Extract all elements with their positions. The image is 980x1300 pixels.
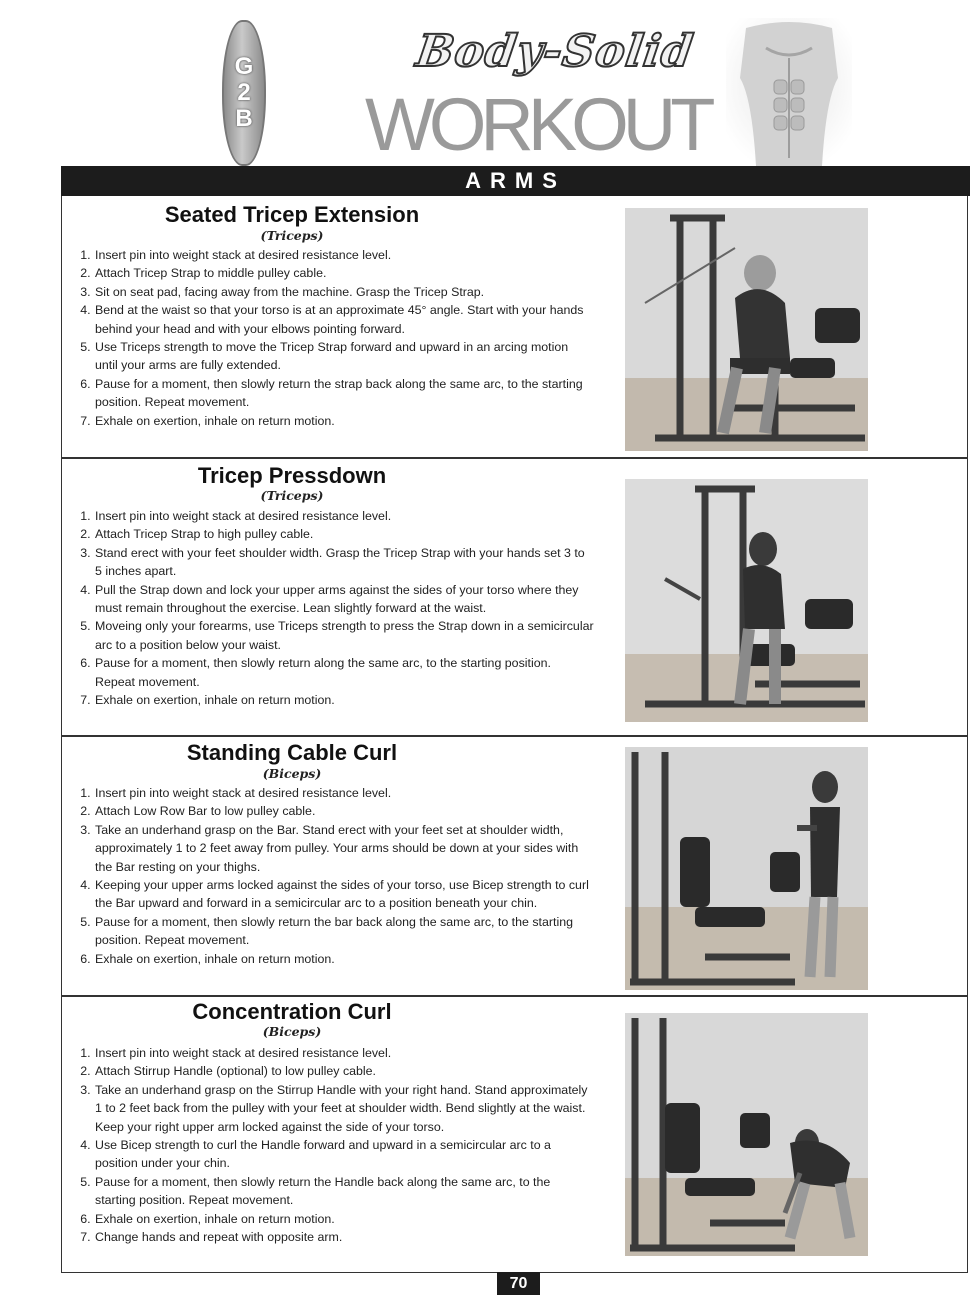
step: 5. Pause for a moment, then slowly return the Handle back along the same arc, to the starting position. Repeat movement. bbox=[94, 1173, 594, 1210]
step: 4. Use Bicep strength to curl the Handle forward and upward in a semicircular arc to a position under your chin. bbox=[94, 1136, 594, 1173]
step: 4. Keeping your upper arms locked against the sides of your torso, use Bicep strength to curl the Bar upward and forward in a semicircular arc to a position beneath your chin. bbox=[94, 876, 594, 913]
page-number: 70 bbox=[497, 1272, 540, 1295]
step: 1. Insert pin into weight stack at desired resistance level. bbox=[94, 784, 594, 802]
badge-letter-g: G bbox=[234, 53, 254, 80]
exercise-title: Seated Tricep Extension bbox=[164, 202, 420, 227]
step: 6. Pause for a moment, then slowly return along the same arc, to the starting position. Repeat movement. bbox=[94, 654, 594, 691]
exercise-muscle: (Triceps) bbox=[260, 488, 324, 503]
exercise-photo bbox=[625, 1013, 868, 1256]
step: 4. Pull the Strap down and lock your upper arms against the sides of your torso where they must remain throughout the exercise. Lean slightly forward at the waist. bbox=[94, 581, 594, 618]
step: 3. Stand erect with your feet shoulder width. Grasp the Tricep Strap with your hands set 3 to 5 inches apart. bbox=[94, 544, 594, 581]
exercise-steps bbox=[76, 784, 594, 968]
exercise-title: Concentration Curl bbox=[192, 999, 392, 1024]
step: 5. Pause for a moment, then slowly return the bar back along the same arc, to the starting position. Repeat movement. bbox=[94, 913, 594, 950]
exercise-photo bbox=[625, 479, 868, 722]
brand-logo: Body-Solid bbox=[413, 26, 697, 77]
step: 6. Exhale on exertion, inhale on return motion. bbox=[94, 1210, 594, 1228]
step: 1. Insert pin into weight stack at desired resistance level. bbox=[94, 246, 594, 264]
step: 7. Change hands and repeat with opposite arm. bbox=[94, 1228, 594, 1246]
step: 2. Attach Tricep Strap to high pulley cable. bbox=[94, 525, 594, 543]
step: 3. Take an underhand grasp on the Stirrup Handle with your right hand. Stand approximately 1 to 2 feet back from the pulley with your feet at shoulder width. Bend slightly at the waist. Keep your right upper arm locked against the side of your torso. bbox=[94, 1081, 594, 1136]
step: 5. Moveing only your forearms, use Triceps strength to press the Strap down in a semicircular arc to a position below your waist. bbox=[94, 617, 594, 654]
step: 2. Attach Low Row Bar to low pulley cable. bbox=[94, 802, 594, 820]
step: 6. Exhale on exertion, inhale on return motion. bbox=[94, 950, 594, 968]
torso-image bbox=[726, 18, 852, 166]
exercise-steps bbox=[76, 1044, 594, 1246]
step: 6. Pause for a moment, then slowly return the strap back along the same arc, to the starting position. Repeat movement. bbox=[94, 375, 594, 412]
workout-title: WORKOUT bbox=[365, 83, 710, 166]
exercise-title: Standing Cable Curl bbox=[186, 740, 398, 765]
exercise-muscle: (Biceps) bbox=[262, 1024, 322, 1039]
exercise-standing-cable-curl bbox=[61, 736, 968, 996]
badge-letter-2: 2 bbox=[237, 79, 251, 106]
exercise-seated-tricep-extension bbox=[61, 196, 968, 458]
step: 7. Exhale on exertion, inhale on return motion. bbox=[94, 691, 594, 709]
badge-letter-b: B bbox=[235, 105, 253, 132]
exercise-tricep-pressdown bbox=[61, 458, 968, 736]
exercise-title: Tricep Pressdown bbox=[197, 463, 387, 488]
exercise-steps bbox=[76, 507, 594, 709]
step: 7. Exhale on exertion, inhale on return motion. bbox=[94, 412, 594, 430]
exercise-steps bbox=[76, 246, 594, 430]
exercise-muscle: (Triceps) bbox=[260, 228, 324, 243]
exercise-concentration-curl bbox=[61, 996, 968, 1273]
step: 5. Use Triceps strength to move the Tricep Strap forward and upward in an arcing motion until your arms are fully extended. bbox=[94, 338, 594, 375]
step: 2. Attach Tricep Strap to middle pulley cable. bbox=[94, 264, 594, 282]
exercise-photo bbox=[625, 208, 868, 451]
section-header: ARMS bbox=[61, 166, 970, 196]
step: 4. Bend at the waist so that your torso is at an approximate 45° angle. Start with your hands behind your head and with your elbows pointing forward. bbox=[94, 301, 594, 338]
step: 2. Attach Stirrup Handle (optional) to low pulley cable. bbox=[94, 1062, 594, 1080]
exercise-muscle: (Biceps) bbox=[262, 766, 322, 781]
step: 3. Take an underhand grasp on the Bar. Stand erect with your feet set at shoulder width, approximately 1 to 2 feet away from pulley. Your arms should be down at your sides with the Bar resting on your thighs. bbox=[94, 821, 594, 876]
step: 3. Sit on seat pad, facing away from the machine. Grasp the Tricep Strap. bbox=[94, 283, 594, 301]
step: 1. Insert pin into weight stack at desired resistance level. bbox=[94, 1044, 594, 1062]
g2b-badge-logo bbox=[222, 20, 266, 166]
exercise-photo bbox=[625, 747, 868, 990]
step: 1. Insert pin into weight stack at desired resistance level. bbox=[94, 507, 594, 525]
